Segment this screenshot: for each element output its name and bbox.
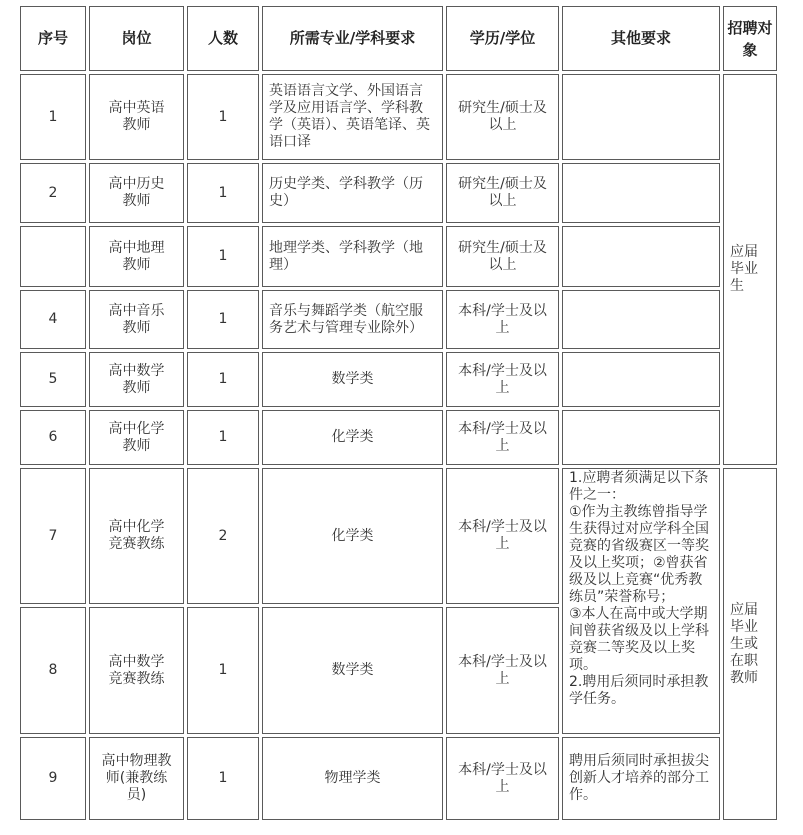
cell-no xyxy=(20,226,86,287)
header-no: 序号 xyxy=(20,6,86,71)
cell-post: 高中数学教师 xyxy=(89,352,184,407)
table-header-row xyxy=(20,6,777,71)
cell-no: 8 xyxy=(20,607,86,734)
cell-major: 物理学类 xyxy=(262,737,443,820)
cell-count: 1 xyxy=(187,737,259,820)
cell-post: 高中地理教师 xyxy=(89,226,184,287)
cell-post: 高中音乐教师 xyxy=(89,290,184,349)
cell-degree: 研究生/硕士及以上 xyxy=(446,74,559,160)
table-row xyxy=(20,737,777,820)
header-other: 其他要求 xyxy=(562,6,720,71)
header-post: 岗位 xyxy=(89,6,184,71)
cell-post: 高中英语教师 xyxy=(89,74,184,160)
table-row xyxy=(20,163,777,223)
cell-count: 1 xyxy=(187,226,259,287)
cell-degree: 研究生/硕士及以上 xyxy=(446,163,559,223)
cell-other: 聘用后须同时承担拔尖创新人才培养的部分工作。 xyxy=(562,737,720,820)
cell-no: 7 xyxy=(20,468,86,604)
cell-count: 1 xyxy=(187,290,259,349)
cell-other xyxy=(562,352,720,407)
cell-count: 1 xyxy=(187,607,259,734)
cell-no: 9 xyxy=(20,737,86,820)
cell-major: 地理学类、学科教学（地理） xyxy=(262,226,443,287)
table-row xyxy=(20,410,777,465)
header-target: 招聘对象 xyxy=(723,6,777,71)
header-degree: 学历/学位 xyxy=(446,6,559,71)
cell-major: 数学类 xyxy=(262,352,443,407)
cell-no: 2 xyxy=(20,163,86,223)
cell-post: 高中化学竞赛教练 xyxy=(89,468,184,604)
cell-degree: 本科/学士及以上 xyxy=(446,737,559,820)
cell-other xyxy=(562,74,720,160)
cell-other-competition: 1.应聘者须满足以下条件之一： ①作为主教练曾指导学生获得过对应学科全国竞赛的省级赛区一等奖及以上奖项；②曾获省级及以上竞赛“优秀教练员”荣誉称号； ③本人在高中或大学期间曾获省级及以上学科竞赛二等奖及以上奖项。 2.聘用后须同时承担教学任务。 xyxy=(562,468,720,734)
cell-degree: 本科/学士及以上 xyxy=(446,290,559,349)
cell-other xyxy=(562,226,720,287)
cell-no: 4 xyxy=(20,290,86,349)
cell-degree: 研究生/硕士及以上 xyxy=(446,226,559,287)
cell-post: 高中数学竞赛教练 xyxy=(89,607,184,734)
cell-count: 1 xyxy=(187,74,259,160)
cell-major: 化学类 xyxy=(262,410,443,465)
table-row xyxy=(20,352,777,407)
table-row xyxy=(20,468,777,604)
cell-major: 化学类 xyxy=(262,468,443,604)
cell-count: 1 xyxy=(187,410,259,465)
cell-other xyxy=(562,163,720,223)
cell-major: 音乐与舞蹈学类（航空服务艺术与管理专业除外） xyxy=(262,290,443,349)
header-count: 人数 xyxy=(187,6,259,71)
header-major: 所需专业/学科要求 xyxy=(262,6,443,71)
cell-other xyxy=(562,410,720,465)
cell-other xyxy=(562,290,720,349)
cell-count: 1 xyxy=(187,352,259,407)
cell-major: 英语语言文学、外国语言学及应用语言学、学科教学（英语）、英语笔译、英语口译 xyxy=(262,74,443,160)
cell-target-group-1: 应届毕业生 xyxy=(723,74,777,465)
cell-no: 6 xyxy=(20,410,86,465)
cell-post: 高中历史教师 xyxy=(89,163,184,223)
table-row xyxy=(20,226,777,287)
cell-no: 5 xyxy=(20,352,86,407)
cell-no: 1 xyxy=(20,74,86,160)
cell-target-group-2: 应届毕业生或在职教师 xyxy=(723,468,777,820)
cell-degree: 本科/学士及以上 xyxy=(446,410,559,465)
cell-degree: 本科/学士及以上 xyxy=(446,352,559,407)
cell-count: 1 xyxy=(187,163,259,223)
cell-post: 高中化学教师 xyxy=(89,410,184,465)
recruitment-table xyxy=(17,3,780,823)
cell-degree: 本科/学士及以上 xyxy=(446,607,559,734)
table-row xyxy=(20,290,777,349)
cell-major: 历史学类、学科教学（历史） xyxy=(262,163,443,223)
table-row xyxy=(20,74,777,160)
cell-major: 数学类 xyxy=(262,607,443,734)
cell-count: 2 xyxy=(187,468,259,604)
cell-degree: 本科/学士及以上 xyxy=(446,468,559,604)
cell-post: 高中物理教师(兼教练员) xyxy=(89,737,184,820)
